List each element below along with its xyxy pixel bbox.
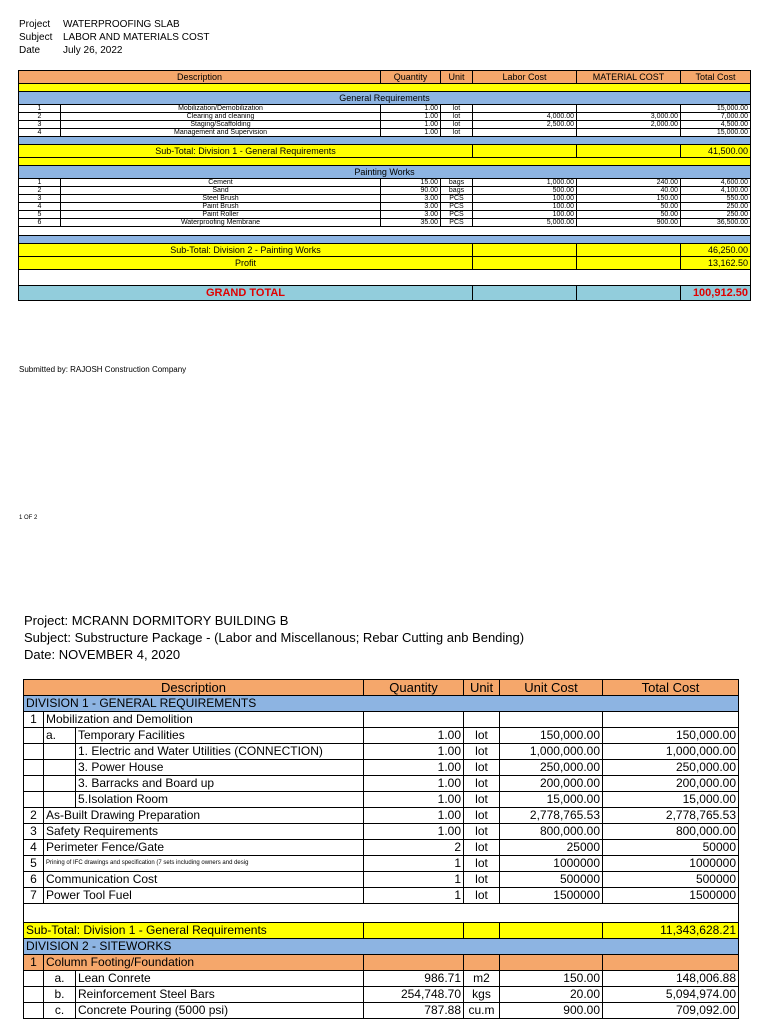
division2-rows xyxy=(24,971,739,1019)
submitted-by: Submitted by: RAJOSH Construction Company xyxy=(19,365,187,374)
table-row: 2 Sand 90.00 bags 500.00 40.00 4,100.00 xyxy=(19,187,751,195)
table-row: a. Lean Conrete 986.71 m2 150.00 148,006.88 xyxy=(24,971,739,987)
profit-row xyxy=(19,257,751,270)
spacer-row xyxy=(19,137,751,145)
table-row: 3 Safety Requirements 1.00 lot 800,000.00 800,000.00 xyxy=(24,824,739,840)
subtotal-value: 41,500.00 xyxy=(681,145,751,158)
subtotal-row xyxy=(19,244,751,257)
doc1-cost-table xyxy=(18,70,751,301)
table-row: 5 Paint Roller 3.00 PCS 100.00 50.00 250.00 xyxy=(19,211,751,219)
table-row: c. Concrete Pouring (5000 psi) 787.88 cu.m 900.00 709,092.00 xyxy=(24,1003,739,1019)
division1-rows xyxy=(24,808,739,904)
spacer-row xyxy=(19,270,751,286)
subtotal-label: Sub-Total: Division 1 - General Requirements xyxy=(19,145,473,158)
doc1-project-row: Project WATERPROOFING SLAB xyxy=(19,19,180,30)
section2-rows xyxy=(19,179,751,227)
table-row: 4 Paint Brush 3.00 PCS 100.00 50.00 250.00 xyxy=(19,203,751,211)
doc1-date-value: July 26, 2022 xyxy=(63,45,123,56)
table-row: 4 Perimeter Fence/Gate 2 lot 25000 50000 xyxy=(24,840,739,856)
doc2-table-header xyxy=(24,680,739,696)
spacer-row xyxy=(19,158,751,166)
doc1-subject-row: Subject LABOR AND MATERIALS COST xyxy=(19,32,210,43)
table-row: 2 Clearing and cleaning 1.00 lot 4,000.00 3,000.00 7,000.00 xyxy=(19,113,751,121)
doc2-cost-table xyxy=(23,679,739,1019)
item-row: a. Temporary Facilities 1.00 lot 150,000.00 150,000.00 xyxy=(24,728,739,744)
table-row: 3. Power House 1.00 lot 250,000.00 250,000.00 xyxy=(24,760,739,776)
item-row: 1 Column Footing/Foundation xyxy=(24,955,739,971)
doc2-project-value: MCRANN DORMITORY BUILDING B xyxy=(71,613,289,628)
subtotal-value: 11,343,628.21 xyxy=(603,923,739,939)
subtotal-label: Sub-Total: Division 2 - Painting Works xyxy=(19,244,473,257)
division-title: DIVISION 1 - GENERAL REQUIREMENTS xyxy=(24,696,739,712)
section-title-row xyxy=(19,92,751,105)
division-title-row xyxy=(24,939,739,955)
section-title-row xyxy=(19,166,751,179)
table-row: 6 Waterproofing Membrane 35.00 PCS 5,000.00 900.00 36,500.00 xyxy=(19,219,751,227)
table-row: 7 Power Tool Fuel 1 lot 1500000 1500000 xyxy=(24,888,739,904)
grand-total-row xyxy=(19,286,751,301)
doc2-project-row: Project: MCRANN DORMITORY BUILDING B xyxy=(24,613,289,628)
doc1-table-header xyxy=(19,71,751,84)
col-unit: Unit xyxy=(441,71,473,84)
doc1-subject-value: LABOR AND MATERIALS COST xyxy=(63,32,210,43)
col-unit: Unit xyxy=(464,680,500,696)
table-row: 3 Steel Brush 3.00 PCS 100.00 150.00 550.00 xyxy=(19,195,751,203)
subtotal-row xyxy=(19,145,751,158)
table-row: 4 Management and Supervision 1.00 lot 15,000.00 xyxy=(19,129,751,137)
spacer-row xyxy=(19,227,751,236)
col-quantity: Quantity xyxy=(381,71,441,84)
grand-total-label: GRAND TOTAL xyxy=(19,286,473,301)
item-row: 1 Mobilization and Demolition xyxy=(24,712,739,728)
section1-rows xyxy=(19,105,751,137)
section-title: Painting Works xyxy=(19,166,751,179)
col-description: Description xyxy=(19,71,381,84)
col-quantity: Quantity xyxy=(364,680,464,696)
page-indicator: 1 OF 2 xyxy=(19,515,38,521)
profit-label: Profit xyxy=(19,257,473,270)
doc2-date-row: Date: NOVEMBER 4, 2020 xyxy=(24,647,181,662)
doc1-date-row: Date July 26, 2022 xyxy=(19,45,123,56)
col-total-cost: Total Cost xyxy=(603,680,739,696)
spacer-row xyxy=(24,904,739,923)
col-labor-cost: Labor Cost xyxy=(473,71,577,84)
doc2-header xyxy=(24,612,524,663)
division-title-row xyxy=(24,696,739,712)
table-row: 1 Cement 15.00 bags 1,000.00 240.00 4,600.00 xyxy=(19,179,751,187)
col-material-cost: MATERIAL COST xyxy=(577,71,681,84)
section-title: General Requirements xyxy=(19,92,751,105)
profit-value: 13,162.50 xyxy=(681,257,751,270)
table-row: 5 Prining of IFC drawings and specification (7 sets including owners and desig 1 lot 1000000 1000000 xyxy=(24,856,739,872)
subtotal-label: Sub-Total: Division 1 - General Requirements xyxy=(24,923,364,939)
doc2-subject-row: Subject: Substructure Package - (Labor and Miscellanous; Rebar Cutting anb Bending) xyxy=(24,630,525,645)
grand-total-value: 100,912.50 xyxy=(681,286,751,301)
division-title: DIVISION 2 - SITEWORKS xyxy=(24,939,739,955)
table-row: 3. Barracks and Board up 1.00 lot 200,000.00 200,000.00 xyxy=(24,776,739,792)
subtotal-row xyxy=(24,923,739,939)
doc1-header xyxy=(19,18,210,57)
spacer-row xyxy=(19,84,751,92)
table-row: 2 As-Built Drawing Preparation 1.00 lot 2,778,765.53 2,778,765.53 xyxy=(24,808,739,824)
temporary-facilities-rows xyxy=(24,744,739,808)
subtotal-value: 46,250.00 xyxy=(681,244,751,257)
col-total-cost: Total Cost xyxy=(681,71,751,84)
table-row: 6 Communication Cost 1 lot 500000 500000 xyxy=(24,872,739,888)
spacer-row xyxy=(19,236,751,244)
col-description: Description xyxy=(24,680,364,696)
table-row: 1 Mobilization/Demobilization 1.00 lot 15,000.00 xyxy=(19,105,751,113)
doc1-project-value: WATERPROOFING SLAB xyxy=(63,19,180,30)
table-row: 3 Staging/Scaffolding 1.00 lot 2,500.00 2,000.00 4,500.00 xyxy=(19,121,751,129)
table-row: 5.Isolation Room 1.00 lot 15,000.00 15,000.00 xyxy=(24,792,739,808)
col-unit-cost: Unit Cost xyxy=(500,680,603,696)
doc2-date-value: NOVEMBER 4, 2020 xyxy=(58,647,181,662)
table-row: 1. Electric and Water Utilities (CONNECTION) 1.00 lot 1,000,000.00 1,000,000.00 xyxy=(24,744,739,760)
doc2-subject-value: Substructure Package - (Labor and Miscellanous; Rebar Cutting anb Bending) xyxy=(74,630,525,645)
table-row: b. Reinforcement Steel Bars 254,748.70 kgs 20.00 5,094,974.00 xyxy=(24,987,739,1003)
